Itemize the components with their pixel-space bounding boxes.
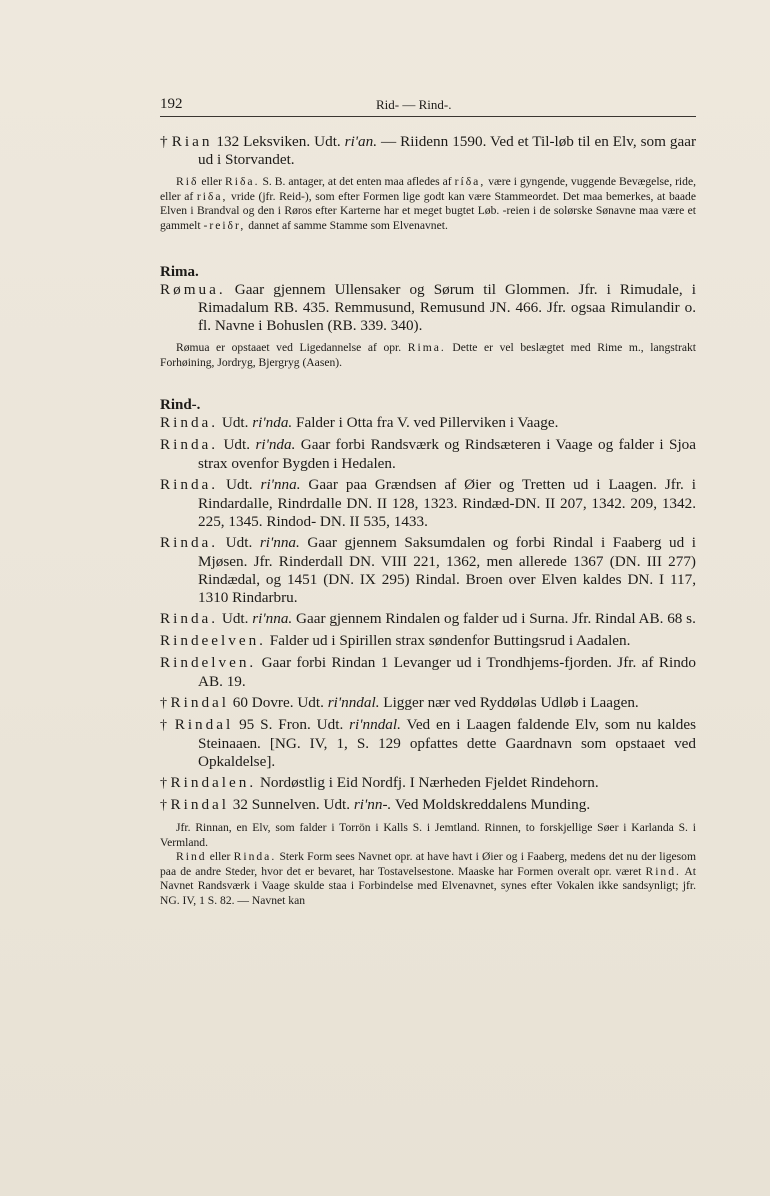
pronunciation: ri'nna. — [259, 534, 300, 551]
entry-text: Udt. — [218, 476, 261, 493]
entry-name: Rinda. — [160, 436, 219, 453]
pronunciation: ri'nda. — [252, 414, 293, 431]
entry-text: Ved en i Laagen faldende Elv, som nu kaldes Steinaaen. [NG. IV, 1, S. 129 opfattes dette Gaardnavn som opstaaet ved Opkaldelse]. — [198, 716, 696, 770]
entry-text: Gaar forbi Rindan 1 Levanger ud i Trondhjems-fjorden. Jfr. af Rindo AB. 19. — [198, 654, 696, 690]
note-rind-1: Jfr. Rinnan, en Elv, som falder i Torrön i Kalls S. i Jemtland. Rinnen, to forskjellige Søer i Karlanda S. i Vermland. — [160, 821, 696, 849]
entry-name: Rinda. — [160, 534, 219, 551]
entry-text: Udt. — [218, 534, 260, 551]
note-text: Dette er vel beslægtet med Rime m., langstrakt Forhøining, Jordryg, Bjergryg (Aasen). — [160, 341, 696, 369]
entry-text: Nordøstlig i Eid Nordfj. I Nærheden Fjeldet Rindehorn. — [256, 774, 599, 791]
entry-text: 32 Sunnelven. Udt. — [229, 796, 354, 813]
entry-romua — [160, 281, 696, 335]
note-text: Sterk Form sees Navnet opr. at have havt i Øier og i Faaberg, medens det nu der ligesom paa de andre Steder, hvor det er bevaret, har Tostavelsestone. Maaske har Formen overalt opr. været — [160, 850, 696, 878]
note-text: Rømua er opstaaet ved Ligedannelse af opr. — [176, 341, 408, 354]
entry-text: Udt. — [218, 610, 253, 627]
entry-name: Rindal — [170, 694, 229, 711]
entry-name: Rindal — [170, 796, 229, 813]
note-word: riδa, — [196, 189, 228, 203]
list-item — [160, 796, 696, 815]
entry-name: Rian — [171, 133, 213, 150]
entry-name: Rindalen. — [170, 774, 257, 791]
dagger-mark: † — [160, 133, 168, 150]
note-word: ríδa, — [454, 175, 486, 188]
note-text: S. B. antager, at det enten maa afledes af — [259, 175, 455, 188]
entry-name: Rømua. — [160, 281, 226, 298]
list-item — [160, 654, 696, 691]
entry-name: Rinda. — [160, 414, 219, 431]
entry-text: Gaar gjennem Saksumdalen og forbi Rindal i Faaberg ud i Mjøsen. Jfr. Rinderdall DN. VIII 221, 1362, men allerede 1367 (DN. III 277) Rindædal, og 1451 (DN. IX 295) Rindal. Broen over Elven kaldes DN. I 117, 1310 Rindarbru. — [198, 534, 697, 606]
entry-name: Rinda. — [160, 610, 219, 627]
pronunciation: ri'nna. — [260, 476, 301, 493]
list-item — [160, 610, 696, 629]
note-text: eller — [206, 850, 234, 863]
note-word: Rind — [176, 850, 207, 863]
entry-text: Falder ud i Spirillen strax søndenfor Buttingsrud i Aadalen. — [265, 632, 631, 649]
pronunciation: ri'nndal. — [349, 716, 401, 733]
running-title: Rid- — Rind-. — [376, 97, 452, 112]
dagger-mark: † — [160, 776, 171, 791]
note-rima — [160, 341, 696, 370]
note-word: Riδa. — [225, 175, 260, 188]
entry-name: Rinda. — [160, 476, 219, 493]
entry-text: Udt. — [218, 436, 256, 453]
entry-text: Falder i Otta fra V. ved Pillerviken i Vaage. — [292, 414, 559, 431]
pronunciation: ri'nndal. — [327, 694, 380, 711]
note-text: være i gyngende, vuggende Bevægelse, ride, eller af — [160, 175, 696, 203]
entry-text: Gaar gjennem Ullensaker og Sørum til Glommen. Jfr. i Rimudale, i Rimadalum RB. 435. Remmusund, Remusund JN. 466. Jfr. ogsaa Rimulandir o. fl. Navne i Bohuslen (RB. 339. 340). — [198, 281, 696, 334]
entry-name: Rindelven. — [160, 654, 257, 671]
note-word: -reiδr, — [203, 218, 246, 232]
list-item — [160, 774, 696, 793]
section-heading-rima: Rima. — [160, 264, 199, 280]
page-content — [160, 133, 696, 908]
entry-text: 132 Leksviken. Udt. — [212, 133, 345, 150]
pronunciation: ri'an. — [344, 133, 378, 150]
page-header — [160, 96, 696, 117]
entry-rian — [160, 133, 696, 169]
note-text: At Navnet Randsværk i Vaage skulde staa i Forbindelse med Elvenavnet, synes efter Vokalen ikke sandsynligt; jfr. NG. IV, 1 S. 82. — Navnet kan — [160, 864, 696, 907]
list-item — [160, 414, 696, 433]
dagger-mark: † — [160, 696, 171, 711]
dagger-mark: † — [160, 718, 175, 733]
note-word: Rinda. — [233, 850, 277, 863]
entry-name: Rindal — [174, 716, 234, 733]
list-item — [160, 534, 696, 607]
entry-text: Gaar paa Grændsen af Øier og Tretten ud i Laagen. Jfr. i Rindardalle, Rindrdalle DN. II 128, 1323. Rindæd-DN. II 207, 1342. 209, 1342. 225, 1345. Rindod- DN. II 535, 1433. — [198, 476, 697, 530]
list-item — [160, 716, 696, 771]
entry-name: Rindeelven. — [160, 632, 266, 649]
entry-text: — Riidenn 1590. Ved et Til-løb til en Elv, som gaar ud i Storvandet. — [198, 133, 697, 168]
entry-text: Ved Moldskreddalens Munding. — [391, 796, 591, 813]
note-text: dannet af samme Stamme som Elvenavnet. — [245, 218, 448, 232]
note-rind-2 — [160, 850, 696, 908]
entry-text: Ligger nær ved Ryddølas Udløb i Laagen. — [379, 694, 639, 711]
entry-text: 60 Dovre. Udt. — [229, 694, 328, 711]
list-item — [160, 436, 696, 473]
list-item — [160, 632, 696, 651]
note-word: Rima. — [407, 341, 446, 354]
pronunciation: ri'nna. — [252, 610, 293, 627]
entry-text: Gaar forbi Randsværk og Rindsæteren i Vaage og falder i Sjoa strax ovenfor Bygden i Hedalen. — [198, 436, 697, 472]
list-item — [160, 694, 696, 713]
entry-text: 95 S. Fron. Udt. — [233, 716, 350, 733]
section-heading-rind: Rind-. — [160, 397, 201, 413]
note-word: Rind. — [645, 864, 681, 878]
rind-entry-list — [160, 414, 696, 815]
pronunciation: ri'nda. — [255, 436, 296, 453]
entry-text: Gaar gjennem Rindalen og falder ud i Surna. Jfr. Rindal AB. 68 s. — [292, 610, 696, 627]
note-text: eller — [198, 175, 225, 188]
list-item — [160, 476, 696, 531]
entry-text: Udt. — [218, 414, 253, 431]
note-text: vride (jfr. Reid-), som efter Formen lige godt kan være Stammeordet. Det maa bemerkes, at baade Elven i Brandval og den i Røros efter Karterne har et meget bugtet Løb. -reien i de solørske Sønavne maa være et gammelt — [160, 189, 696, 232]
note-word: Riδ — [176, 175, 199, 188]
pronunciation: ri'nn-. — [353, 796, 392, 813]
page-number: 192 — [160, 96, 183, 112]
note-rian — [160, 175, 696, 233]
dagger-mark: † — [160, 798, 171, 813]
